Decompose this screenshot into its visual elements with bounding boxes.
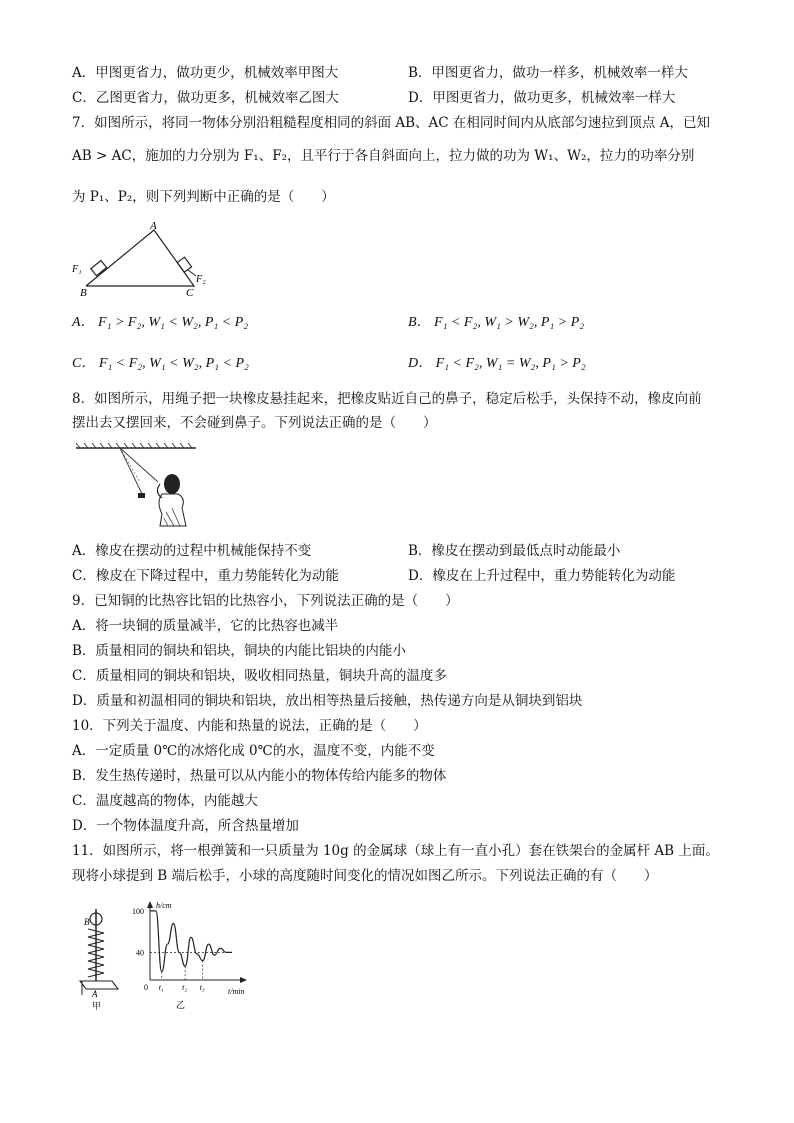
q7-stem-line3: 为 P₁、P₂，则下列判断中正确的是（ ）: [72, 189, 335, 205]
block-right: [177, 257, 191, 272]
q9-option-d: D．质量和初温相同的铜块和铝块，放出相等热量后接触，热传递方向是从铜块到铝块: [72, 693, 583, 709]
q11-stem-line1: 11．如图所示，将一根弹簧和一只质量为 10g 的金属球（球上有一直小孔）套在铁架台的金属杆 AB 上面。: [72, 843, 719, 859]
label-b: B: [80, 287, 87, 299]
height-series-line: [150, 911, 232, 972]
y-tick-40: 40: [136, 948, 144, 958]
q7-option-a: A． F₁ > F₂, W₁ < W₂, P₁ < P₂: [72, 315, 249, 330]
q8-option-b: B．橡皮在摆动到最低点时动能最小: [408, 543, 621, 559]
q8-option-a: A．橡皮在摆动的过程中机械能保持不变: [72, 543, 312, 559]
q6-option-d: D．甲图更省力，做功更多，机械效率一样大: [408, 90, 676, 106]
pendulum-figure: [74, 442, 199, 527]
q7-stem-line2: AB > AC，施加的力分别为 F₁、F₂，且平行于各自斜面向上，拉力做的功为 W₁、W₂，拉力的功率分别: [72, 148, 695, 164]
q7-option-d: D． F₁ < F₂, W₁ = W₂, P₁ > P₂: [408, 356, 586, 371]
x-tick-t3: t₃: [199, 983, 205, 992]
label-b: B: [84, 917, 90, 927]
q10-option-c: C．温度越高的物体，内能越大: [72, 793, 258, 809]
incline-figure: [70, 220, 220, 300]
eraser: [138, 493, 145, 498]
q7-option-b: B． F₁ < F₂, W₁ > W₂, P₁ > P₂: [408, 315, 585, 330]
origin-label: 0: [144, 983, 148, 992]
q9-option-c: C．质量相同的铜块和铝块，吸收相同热量，铜块升高的温度多: [72, 668, 447, 684]
q6-option-c: C．乙图更省力，做功更多，机械效率乙图大: [72, 90, 339, 106]
x-axis-arrow: [240, 977, 247, 983]
x-tick-t1: t₁: [158, 983, 164, 992]
label-f2: F₂: [196, 274, 206, 285]
label-a: A: [92, 989, 98, 999]
q9-option-a: A．将一块铜的质量减半，它的比热容也减半: [72, 618, 339, 634]
q10-option-b: B．发生热传递时，热量可以从内能小的物体传给内能多的物体: [72, 768, 447, 784]
x-tick-t2: t₂: [182, 983, 188, 992]
q7-stem-line1: 7．如图所示，将同一物体分别沿粗糙程度相同的斜面 AB、AC 在相同时间内从底部匀速拉到顶点 A，已知: [72, 115, 710, 131]
label-a: A: [150, 220, 157, 232]
q10-stem: 10．下列关于温度、内能和热量的说法，正确的是（ ）: [72, 718, 427, 734]
height-time-chart: [132, 898, 262, 1013]
q7-option-c: C． F₁ < F₂, W₁ < W₂, P₁ < P₂: [72, 356, 249, 371]
q11-stem-line2: 现将小球提到 B 端后松手，小球的高度随时间变化的情况如图乙所示。下列说法正确的有（ ）: [72, 868, 658, 884]
q10-option-a: A．一定质量 0℃的冰熔化成 0℃的水，温度不变，内能不变: [72, 743, 435, 759]
y-axis-label: h/cm: [156, 901, 172, 910]
person-head: [164, 474, 180, 494]
q10-option-d: D．一个物体温度升高，所含热量增加: [72, 818, 299, 834]
label-f1: F₁: [72, 264, 82, 275]
y-tick-100: 100: [132, 906, 144, 916]
label-c: C: [186, 287, 194, 299]
y-axis-arrow: [147, 901, 153, 908]
q6-option-b: B．甲图更省力，做功一样多，机械效率一样大: [408, 65, 688, 81]
caption-yi: 乙: [176, 1000, 186, 1010]
q8-stem-line1: 8．如图所示，用绳子把一块橡皮悬挂起来，把橡皮贴近自己的鼻子，稳定后松手，头保持不动，橡皮向前: [72, 391, 702, 407]
q6-option-a: A．甲图更省力，做功更少，机械效率甲图大: [72, 65, 339, 81]
q8-option-d: D．橡皮在上升过程中，重力势能转化为动能: [408, 568, 676, 584]
base: [80, 981, 118, 989]
q8-option-c: C．橡皮在下降过程中，重力势能转化为动能: [72, 568, 339, 584]
q9-option-b: B．质量相同的铜块和铝块，铜块的内能比铝块的内能小: [72, 643, 406, 659]
q9-stem: 9．已知铜的比热容比铝的比热容小，下列说法正确的是（ ）: [72, 593, 459, 609]
block-left: [91, 260, 107, 275]
spring-apparatus-figure: [76, 905, 126, 1013]
q8-stem-line2: 摆出去又摆回来，不会碰到鼻子。下列说法正确的是（ ）: [72, 415, 437, 431]
x-axis-label: t/min: [228, 987, 245, 996]
caption-jia: 甲: [92, 1001, 102, 1011]
